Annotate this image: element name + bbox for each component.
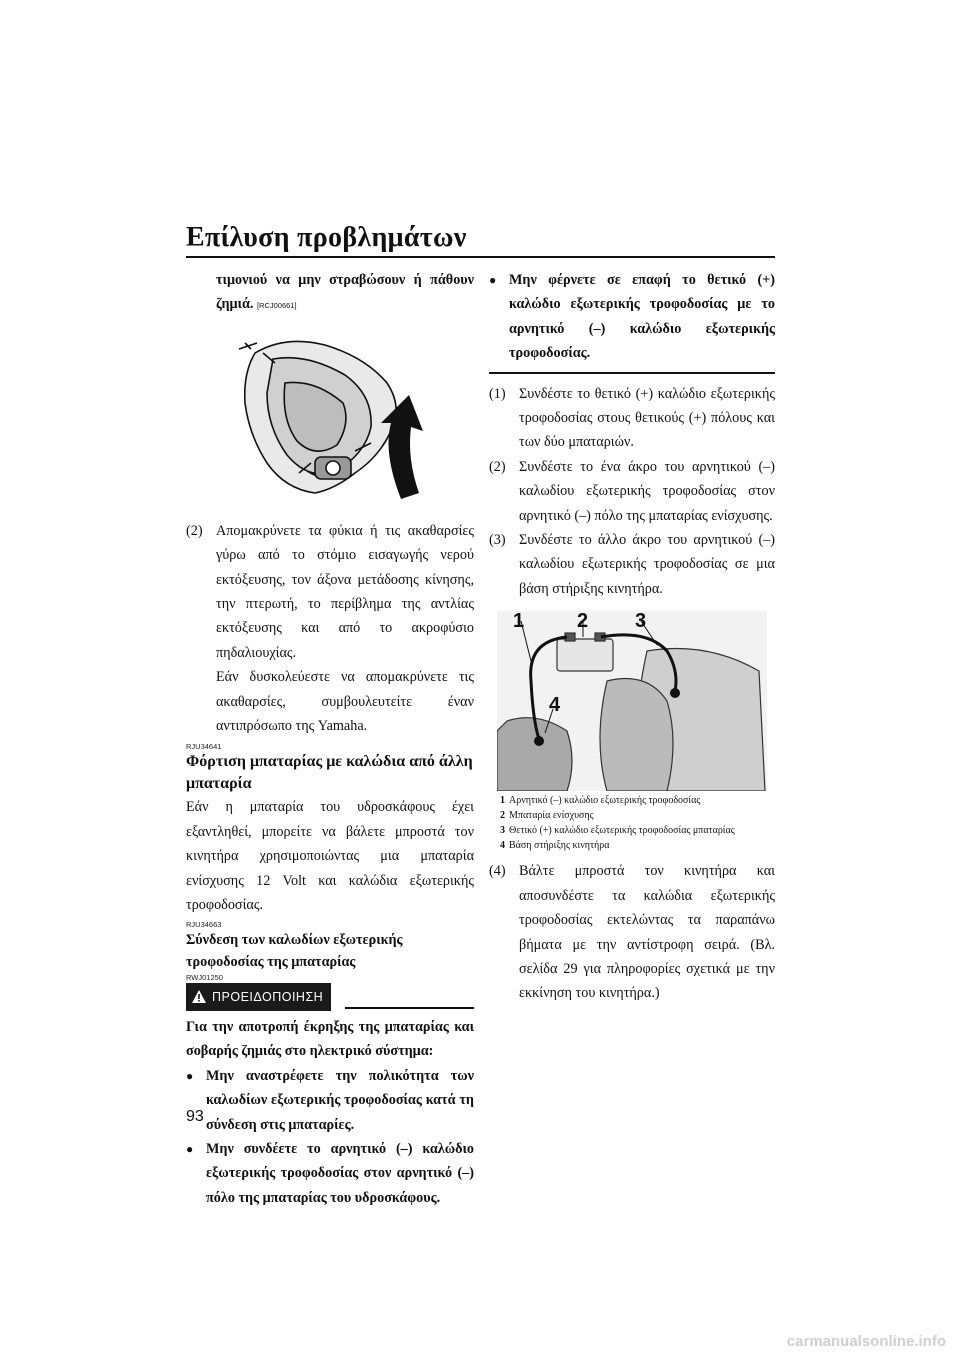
figure-label: 4 <box>549 694 561 717</box>
warning-bullet-text: Μην συνδέετε το αρνητικό (–) καλώδιο εξωτερικής τροφοδοσίας στον αρνητικό (–) πόλο της μπαταρίας του υδροσκάφους. <box>206 1140 474 1206</box>
step-2-text: Συνδέστε το ένα άκρο του αρνητικού (–) καλωδίου εξωτερικής τροφοδοσίας στον αρνητικό (–) πόλο της μπαταρίας ενίσχυσης. <box>519 458 775 524</box>
legend-text: Μπαταρία ενίσχυσης <box>509 810 594 822</box>
left-column <box>186 268 474 1210</box>
warning-label: ΠΡΟΕΙΔΟΠΟΙΗΣΗ <box>212 989 324 1004</box>
step-3 <box>489 528 775 601</box>
warning-intro: Για την αποτροπή έκρηξης της μπαταρίας και σοβαρής ζημιάς στο ηλεκτρικό σύστημα: <box>186 1018 474 1060</box>
legend-key: 2 <box>500 810 505 822</box>
page-title: Επίλυση προβλημάτων <box>186 222 467 253</box>
continued-text <box>186 268 474 319</box>
step-3-number: (3) <box>489 532 506 549</box>
legend-item <box>489 808 775 823</box>
section-paragraph: Εάν η μπαταρία του υδροσκάφους έχει εξαντληθεί, μπορείτε να βάλετε μπροστά τον κινητήρα χρησιμοποιώντας μια μπαταρία ενίσχυσης 12 Volt και καλώδια εξωτερικής τροφοδοσίας. <box>186 799 474 914</box>
figure-legend <box>489 793 775 853</box>
figure-label: 2 <box>577 611 589 633</box>
step-4-number: (4) <box>489 863 506 880</box>
continued-text-body: τιμονιού να μην στραβώσουν ή πάθουν ζημιά. <box>216 272 474 313</box>
watermark: carmanualsonline.info <box>786 1333 946 1350</box>
warning-bullet-text: Μην φέρνετε σε επαφή το θετικό (+) καλώδιο εξωτερικής τροφοδοσίας με το αρνητικό (–) καλώδιο εξωτερικής τροφοδοσίας. <box>509 272 775 362</box>
legend-key: 1 <box>500 795 505 807</box>
section-heading: Φόρτιση μπαταρίας με καλώδια από άλλη μπαταρία <box>186 753 473 793</box>
section-code: RJU34641 <box>186 742 222 752</box>
subsection-code: RJU34663 <box>186 919 222 929</box>
step-2-number: (2) <box>489 458 506 475</box>
warning-bullet <box>489 268 775 366</box>
warning-rule <box>345 1007 474 1009</box>
warning-banner <box>186 983 474 1011</box>
step-4 <box>489 859 775 1005</box>
bullet-icon: ● <box>489 273 497 287</box>
figure-label: 3 <box>635 611 647 633</box>
page-number: 93 <box>186 1108 204 1125</box>
right-column <box>489 268 775 1006</box>
legend-text: Αρνητικό (–) καλώδιο εξωτερικής τροφοδοσίας <box>509 795 701 807</box>
step-2-text: Απομακρύνετε τα φύκια ή τις ακαθαρσίες γύρω από το στόμιο εισαγωγής νερού εκτόξευσης, τον άξονα μετάδοσης κίνησης, την πτερωτή, το περίβλημα της αντλίας εκτόξευσης και από το ακροφύσιο πηδαλιουχίας. <box>216 522 474 661</box>
step-1-number: (1) <box>489 385 506 402</box>
figure-label: 1 <box>513 611 525 633</box>
warning-triangle-icon <box>192 990 206 1003</box>
bullet-icon: ● <box>186 1141 194 1156</box>
warning-end-rule <box>489 372 775 374</box>
step-4-text: Βάλτε μπροστά τον κινητήρα και αποσυνδέστε τα καλώδια εξωτερικής τροφοδοσίας εκτελώντας τα παραπάνω βήματα με την αντίστροφη σειρά. (Βλ. σελίδα 29 για πληροφορίες σχετικά με την εκκίνηση του κινητήρα.) <box>519 863 775 1002</box>
subsection-heading: Σύνδεση των καλωδίων εξωτερικής τροφοδοσίας της μπαταρίας <box>186 931 403 970</box>
step-1 <box>489 382 775 455</box>
step-1-text: Συνδέστε το θετικό (+) καλώδιο εξωτερικής τροφοδοσίας στους θετικούς (+) πόλους και των δύο μπαταριών. <box>519 385 775 451</box>
warning-code: RWJ01250 <box>186 972 223 982</box>
legend-text: Θετικό (+) καλώδιο εξωτερικής τροφοδοσίας μπαταρίας <box>509 825 735 837</box>
step-2-number: (2) <box>186 522 203 539</box>
warning-badge <box>186 983 331 1011</box>
jetski-illustration <box>215 323 445 511</box>
legend-item <box>489 838 775 853</box>
legend-text: Βάση στήριξης κινητήρα <box>509 840 610 852</box>
legend-item <box>489 793 775 808</box>
step-3-text: Συνδέστε το άλλο άκρο του αρνητικού (–) καλωδίου εξωτερικής τροφοδοσίας σε μια βάση στήριξης κινητήρα. <box>519 532 775 597</box>
warning-bullet <box>186 1137 474 1210</box>
step-2 <box>186 519 474 665</box>
bullet-icon: ● <box>186 1068 194 1083</box>
legend-key: 4 <box>500 840 505 852</box>
header-divider <box>186 256 775 258</box>
warning-bullet <box>186 1064 474 1137</box>
legend-key: 3 <box>500 825 505 837</box>
step-2-note: Εάν δυσκολεύεστε να απομακρύνετε τις ακαθαρσίες, συμβουλευτείτε έναν αντιπρόσωπο της Yamaha. <box>216 669 474 735</box>
warning-bullet-text: Μην αναστρέφετε την πολικότητα των καλωδίων εξωτερικής τροφοδοσίας κατά τη σύνδεση στις μπαταρίες. <box>206 1067 474 1133</box>
legend-item <box>489 823 775 838</box>
ref-code: [RCJ00661] <box>256 301 297 311</box>
battery-connection-diagram <box>497 611 767 791</box>
step-2 <box>489 455 775 528</box>
